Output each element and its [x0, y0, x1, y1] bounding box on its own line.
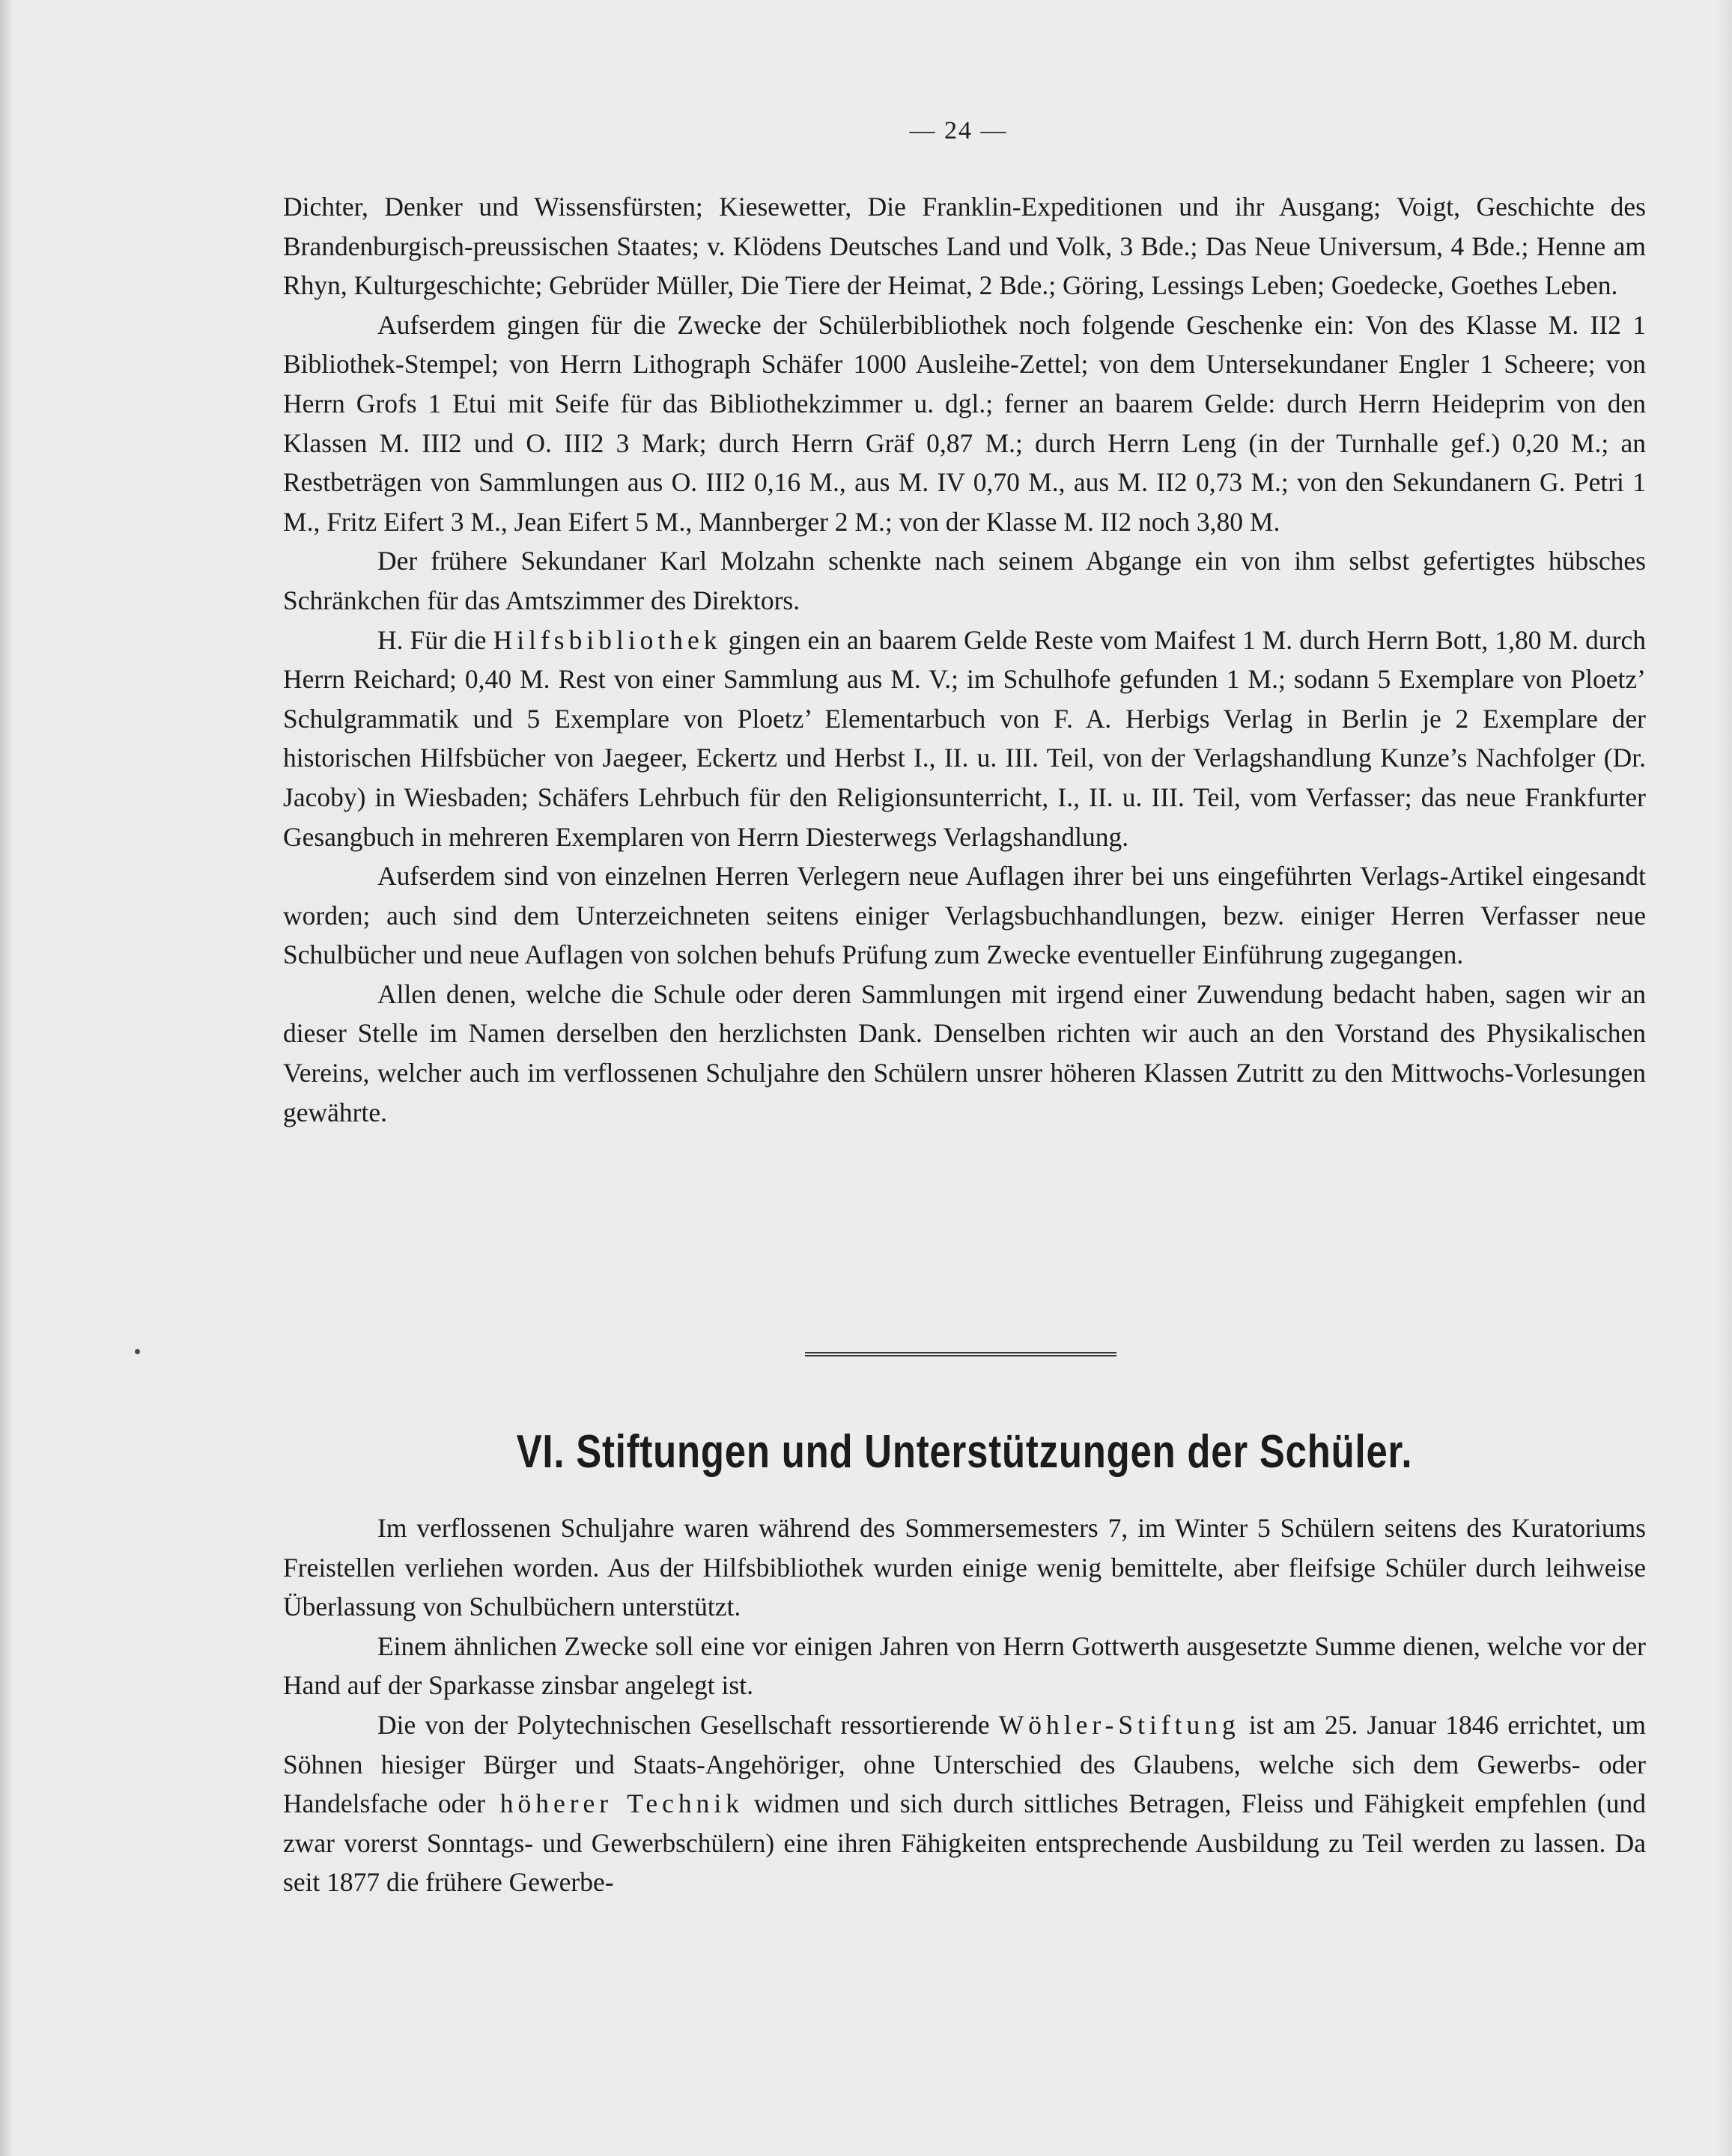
scan-edge-shadow: [0, 0, 10, 2156]
paragraph-prefix: Die von der Polytechnischen Gesellschaft ressortierende: [377, 1709, 999, 1740]
text-block-foundations: [283, 1508, 1646, 1902]
paragraph-book-list: Dichter, Denker und Wissensfürsten; Kiesewetter, Die Franklin-Expeditionen und ihr Ausgang; Voigt, Geschichte des Brandenburgisch-preussischen Staates; v. Klödens Deutsches Land und Volk, 3 Bde.; Das Neue Universum, 4 Bde.; Henne am Rhyn, Kulturgeschichte; Gebrüder Müller, Die Tiere der Heimat, 2 Bde.; Göring, Lessings Leben; Goedecke, Goethes Leben.: [283, 192, 1646, 301]
text-block-library-donations: [283, 187, 1646, 1132]
paragraph-molzahn-gift: Der frühere Sekundaner Karl Molzahn schenkte nach seinem Abgange ein von ihm selbst gefertigtes hübsches Schränkchen für das Amtszimmer des Direktors.: [283, 546, 1646, 615]
paragraph-body-2: widmen und sich durch sittliches Betragen, Fleiss und Fähigkeit empfehlen (und zwar vorerst Sonntags- und Gewerbschülern) eine ihren Fähigkeiten entsprechende Ausbildung zu Teil werden zu lassen. Da seit 1877 die frühere Gewerbe-: [283, 1788, 1646, 1898]
section-divider: [805, 1352, 1116, 1358]
divider-line-top: [805, 1352, 1116, 1353]
page-number: — 24 —: [909, 117, 1008, 144]
paragraph-publisher-editions: Aufserdem sind von einzelnen Herren Verlegern neue Auflagen ihrer bei uns eingeführten Verlags-Artikel eingesandt worden; auch sind dem Unterzeichneten seitens einiger Verlagsbuchhandlungen, bezw. einiger Herren Verfasser neue Schulbücher und neue Auflagen von solchen behufs Prüfung zum Zwecke eventueller Einführung zugegangen.: [283, 861, 1646, 970]
scan-speck: [135, 1349, 140, 1354]
paragraph-gottwerth: Einem ähnlichen Zwecke soll eine vor einigen Jahren von Herrn Gottwerth ausgesetzte Summe dienen, welche vor der Hand auf der Sparkasse zinsbar angelegt ist.: [283, 1630, 1646, 1701]
paragraph-woehler-stiftung: [283, 1705, 1646, 1902]
paragraph-body: ist am 25. Januar 1846 errichtet, um Söhnen hiesiger Bürger und Staats-Angehöriger, ohne Unterschied des Glaubens, welche sich dem Gewerbs- oder Handelsfache oder: [283, 1709, 1647, 1819]
spaced-term: Hilfsbibliothek: [493, 624, 722, 655]
paragraph-prefix: H. Für die: [377, 624, 493, 655]
paragraph-student-library-gifts: Aufserdem gingen für die Zwecke der Schülerbibliothek noch folgende Geschenke ein: Von des Klasse M. II2 1 Bibliothek-Stempel; von Herrn Lithograph Schäfer 1000 Ausleihe-Zettel; von dem Untersekundaner Engler 1 Scheere; von Herrn Grofs 1 Etui mit Seife für das Bibliothekzimmer u. dgl.; ferner an baarem Gelde: durch Herrn Heideprim von den Klassen M. III2 und O. III2 3 Mark; durch Herrn Gräf 0,87 M.; durch Herrn Leng (in der Turnhalle gef.) 0,20 M.; an Restbeträgen von Sammlungen aus O. III2 0,16 M., aus M. IV 0,70 M., aus M. II2 0,73 M.; von den Sekundanern G. Petri 1 M., Fritz Eifert 3 M., Jean Eifert 5 M., Mannberger 2 M.; von der Klasse M. II2 noch 3,80 M.: [283, 309, 1646, 537]
section-heading: VI. Stiftungen und Unterstützungen der Schüler.: [516, 1426, 1413, 1478]
paragraph-body: gingen ein an baarem Gelde Reste vom Maifest 1 M. durch Herrn Bott, 1,80 M. durch Herrn Reichard; 0,40 M. Rest von einer Sammlung aus M. V.; im Schulhofe gefunden 1 M.; sodann 5 Exemplare von Ploetz’ Schulgrammatik und 5 Exemplare von Ploetz’ Elementarbuch von F. A. Herbigs Verlag in Berlin je 2 Exemplare der historischen Hilfsbücher von Jaegeer, Eckertz und Herbst I., II. u. III. Teil, von der Verlagshandlung Kunze’s Nachfolger (Dr. Jacoby) in Wiesbaden; Schäfers Lehrbuch für den Religionsunterricht, I., II. u. III. Teil, vom Verfasser; das neue Frankfurter Gesangbuch in mehreren Exemplaren von Herrn Diesterwegs Verlagshandlung.: [283, 624, 1646, 852]
spaced-term-2: höherer Technik: [484, 1788, 744, 1819]
paragraph-thanks: Allen denen, welche die Schule oder deren Sammlungen mit irgend einer Zuwendung bedacht haben, sagen wir an dieser Stelle im Namen derselben den herzlichsten Dank. Denselben richten wir auch an den Vorstand des Physikalischen Vereins, welcher auch im verflossenen Schuljahre den Schülern unsrer höheren Klassen Zutritt zu den Mittwochs-Vorlesungen gewährte.: [283, 978, 1646, 1127]
divider-line-bottom: [805, 1355, 1116, 1356]
paragraph-hilfsbibliothek: [283, 621, 1646, 857]
paragraph-freistellen: Im verflossenen Schuljahre waren während des Sommersemesters 7, im Winter 5 Schülern seitens des Kuratoriums Freistellen verliehen worden. Aus der Hilfsbibliothek wurden einige wenig bemittelte, aber fleifsige Schüler durch leihweise Überlassung von Schulbüchern unterstützt.: [283, 1513, 1646, 1622]
spaced-term: Wöhler-Stiftung: [998, 1709, 1240, 1740]
